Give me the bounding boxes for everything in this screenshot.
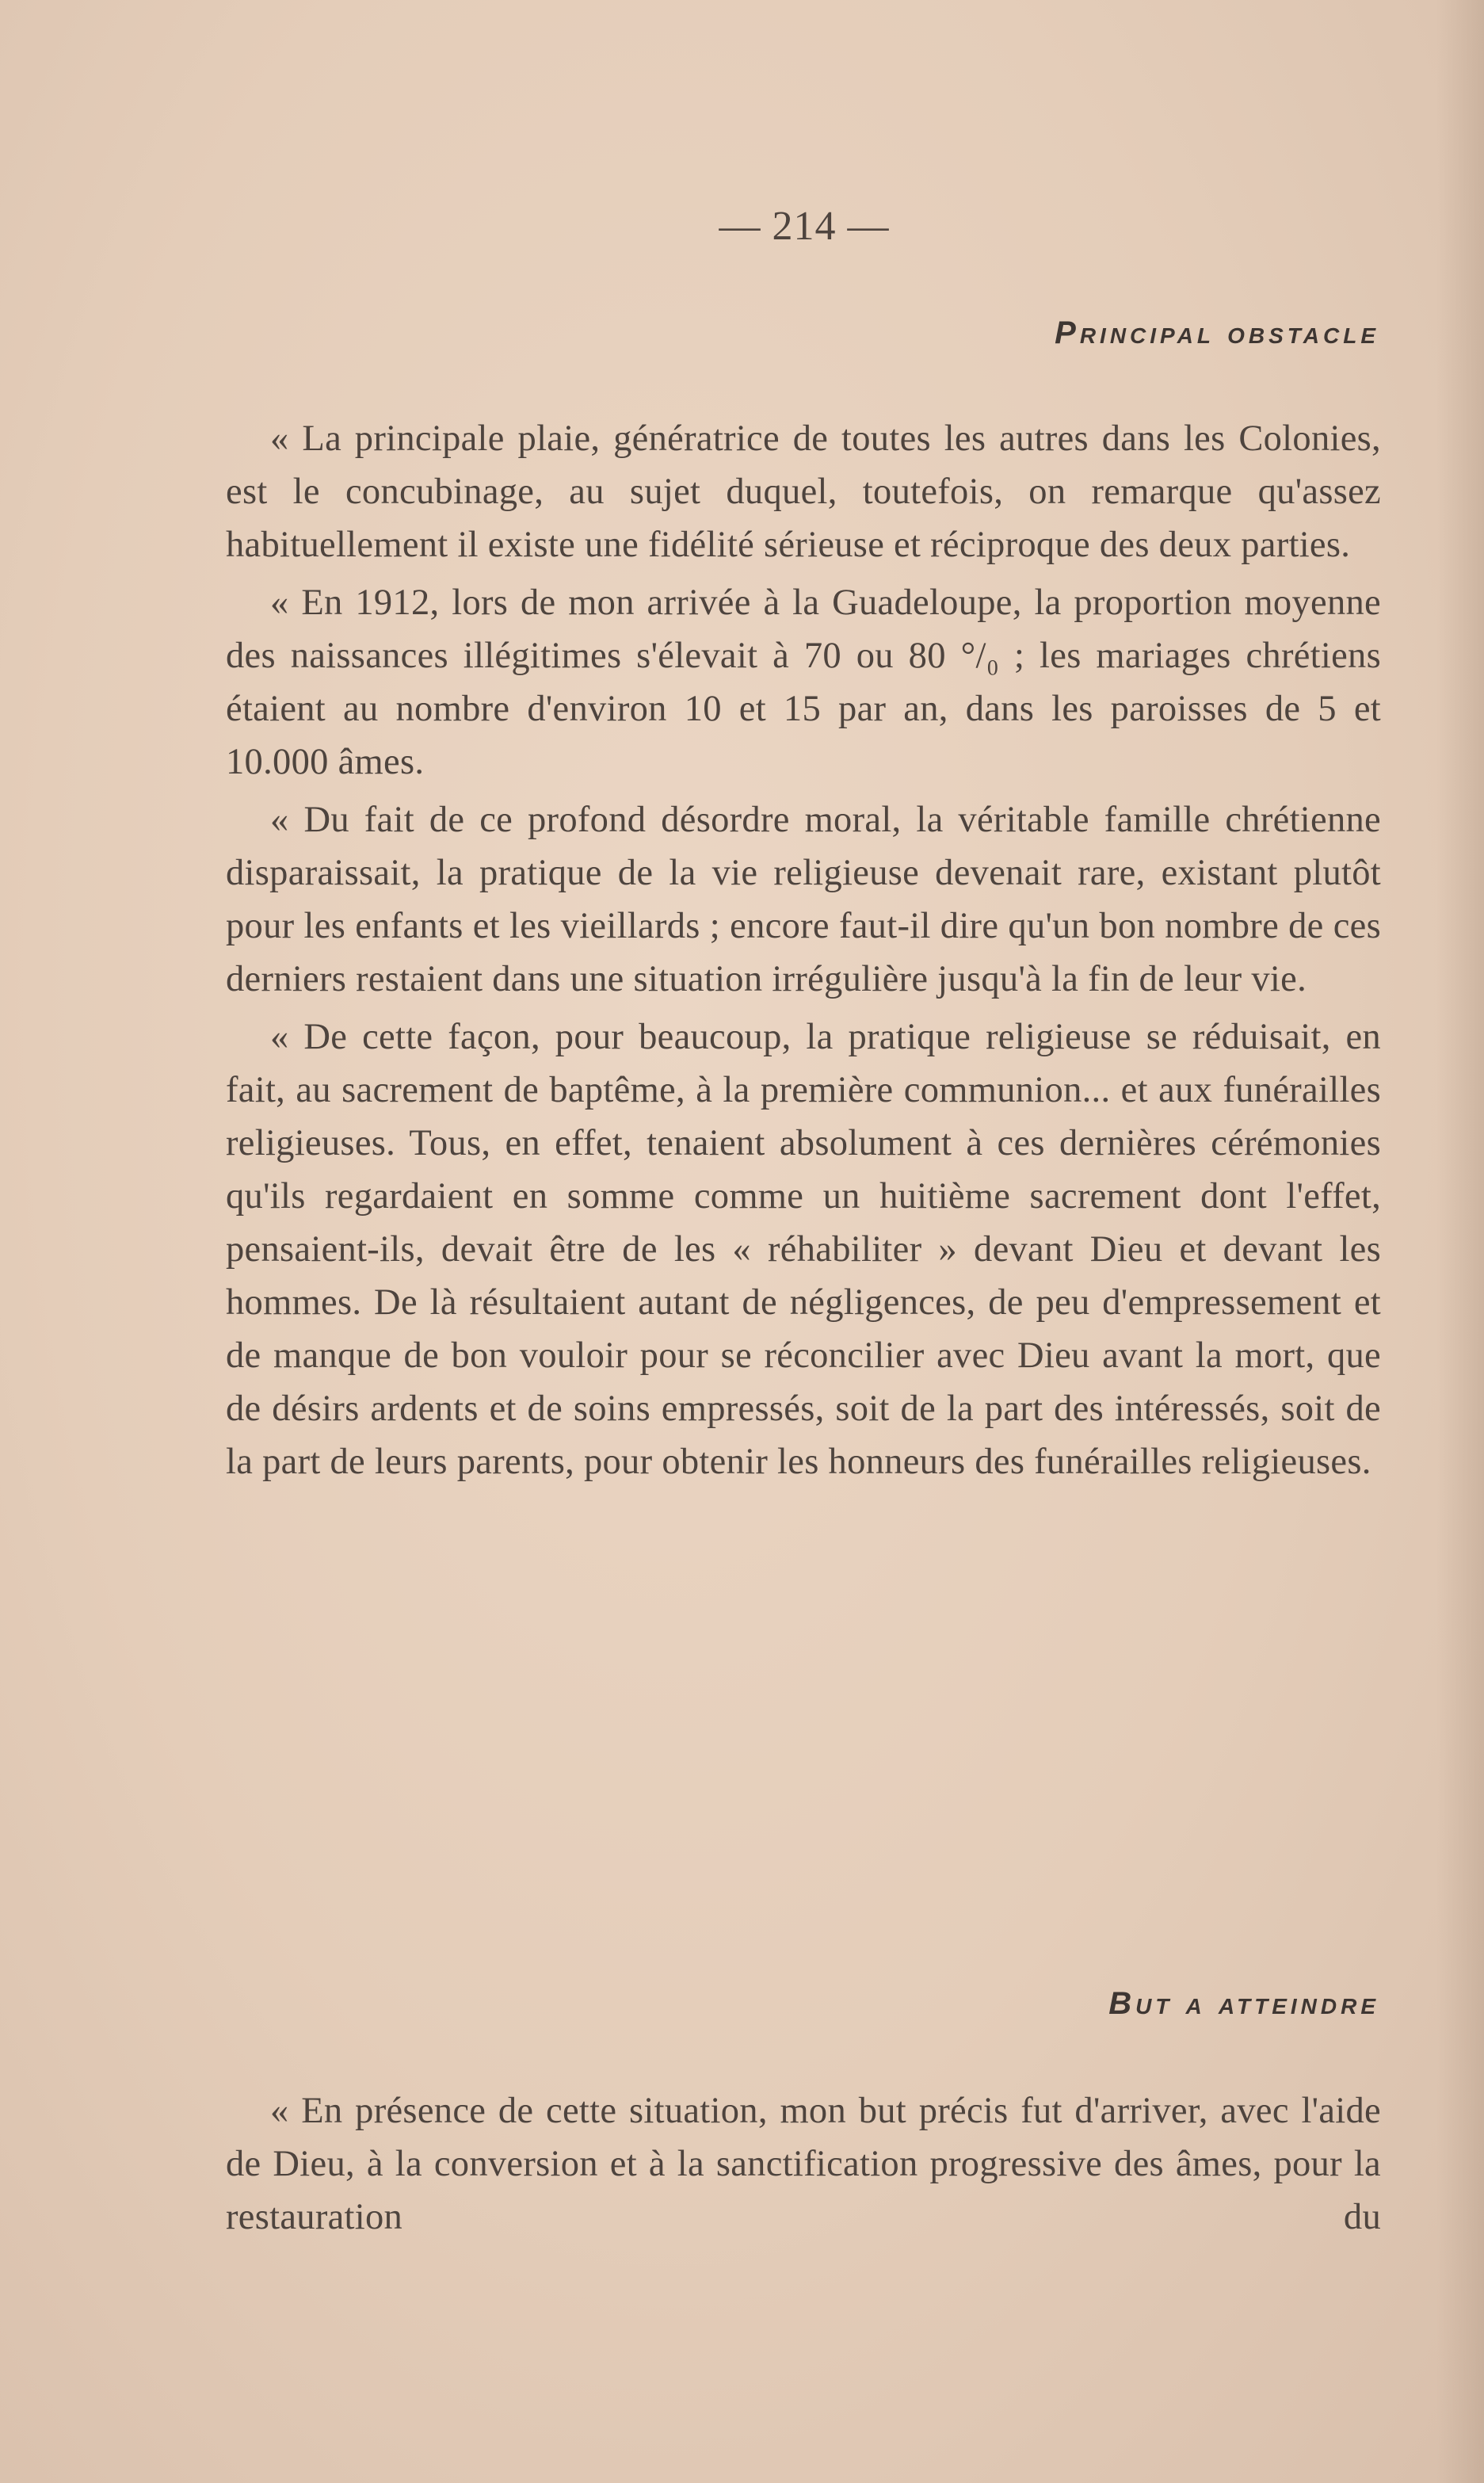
paragraph: « En 1912, lors de mon arrivée à la Guadeloupe, la proportion moyenne des naissances illégitimes s'élevait à 70 ou 80 °/₀ ; les mariages chrétiens étaient au nombre d'environ 10 et 15 par an, dans les paroisses de 5 et 10.000 âmes. — [226, 583, 1381, 782]
section-body-principal-obstacle — [226, 412, 1381, 1493]
paragraph: « De cette façon, pour beaucoup, la pratique religieuse se réduisait, en fait, au sacrement de baptême, à la première communion... et aux funérailles religieuses. Tous, en effet, tenaient absolument à ces dernières cérémonies qu'ils regardaient en somme comme un huitième sacrement dont l'effet, pensaient-ils, devait être de les « réhabiliter » devant Dieu et devant les hommes. De là résultaient autant de négligences, de peu d'empressement et de manque de bon vouloir pour se réconcilier avec Dieu avant la mort, que de désirs ardents et de soins empressés, soit de la part des intéressés, soit de la part de leurs parents, pour obtenir les honneurs des funérailles religieuses. — [226, 1017, 1381, 1482]
section-body-but-a-atteindre — [226, 2084, 1381, 2248]
section-heading-principal-obstacle: Principal obstacle — [1055, 315, 1379, 350]
paragraph: « En présence de cette situation, mon but précis fut d'arriver, avec l'aide de Dieu, à la conversion et à la sanctification progressive des âmes, pour la restauration du — [226, 2091, 1381, 2237]
page-edge-shadow — [1436, 0, 1484, 2483]
section-heading-but-a-atteindre: But a atteindre — [1108, 1986, 1379, 2021]
page-number: — 214 — — [719, 204, 890, 249]
paragraph: « La principale plaie, génératrice de toutes les autres dans les Colonies, est le concubinage, au sujet duquel, toutefois, on remarque qu'assez habituellement il existe une fidélité sérieuse et réciproque des deux parties. — [226, 418, 1381, 565]
paragraph: « Du fait de ce profond désordre moral, la véritable famille chrétienne disparaissait, la pratique de la vie religieuse devenait rare, existant plutôt pour les enfants et les vieillards ; encore faut-il dire qu'un bon nombre de ces derniers restaient dans une situation irrégulière jusqu'à la fin de leur vie. — [226, 800, 1381, 999]
